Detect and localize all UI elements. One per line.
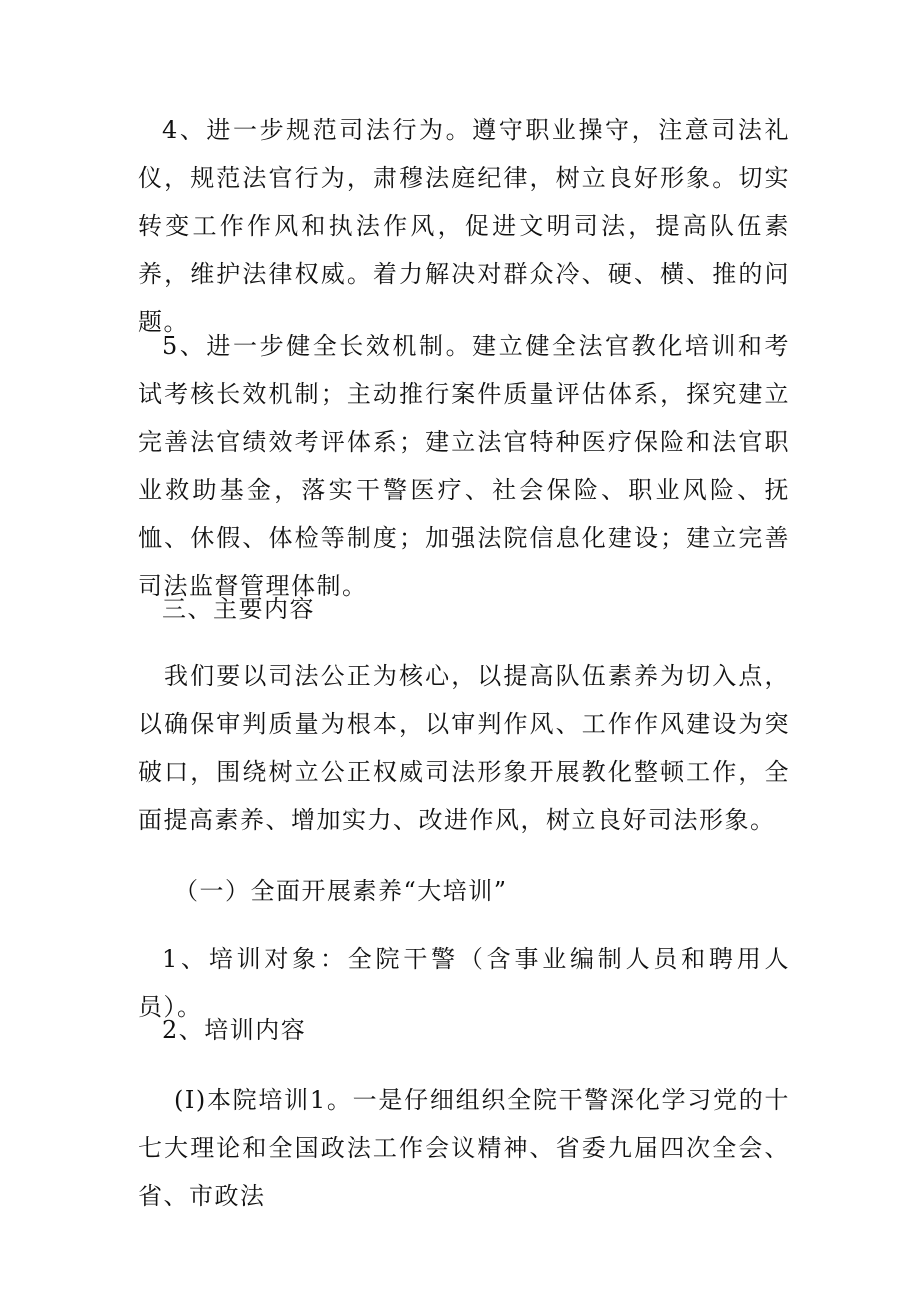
paragraph-training-content-heading: 2、培训内容 bbox=[162, 1016, 307, 1044]
paragraph-regulate-judicial-conduct: 4、进一步规范司法行为。遵守职业操守，注意司法礼仪，规范法官行为，肃穆法庭纪律，树立良好形象。切实转变工作作风和执法作风，促进文明司法，提高队伍素养，维护法律权威。着力解决对群众冷、硬、横、推的问题。 bbox=[138, 116, 790, 336]
section-heading-main-content: 三、主要内容 bbox=[162, 595, 315, 623]
paragraph-training-targets: 1、培训对象：全院干警（含事业编制人员和聘用人员）。 bbox=[138, 945, 790, 1021]
paragraph-long-term-mechanism: 5、进一步健全长效机制。建立健全法官教化培训和考试考核长效机制；主动推行案件质量评估体系，探究建立完善法官绩效考评体系；建立法官特种医疗保险和法官职业救助基金，落实干警医疗、社会保险、职业风险、抚恤、休假、体检等制度；加强法院信息化建设；建立完善司法监督管理体制。 bbox=[138, 332, 790, 600]
paragraph-in-house-training: (I)本院培训1。一是仔细组织全院干警深化学习党的十七大理论和全国政法工作会议精神、省委九届四次全会、省、市政法 bbox=[138, 1086, 790, 1210]
subheading-training: （一）全面开展素养“大培训” bbox=[174, 877, 508, 905]
paragraph-main-content-intro: 我们要以司法公正为核心，以提高队伍素养为切入点，以确保审判质量为根本，以审判作风、工作作风建设为突破口，围绕树立公正权威司法形象开展教化整顿工作，全面提高素养、增加实力、改进作风，树立良好司法形象。 bbox=[138, 662, 790, 834]
